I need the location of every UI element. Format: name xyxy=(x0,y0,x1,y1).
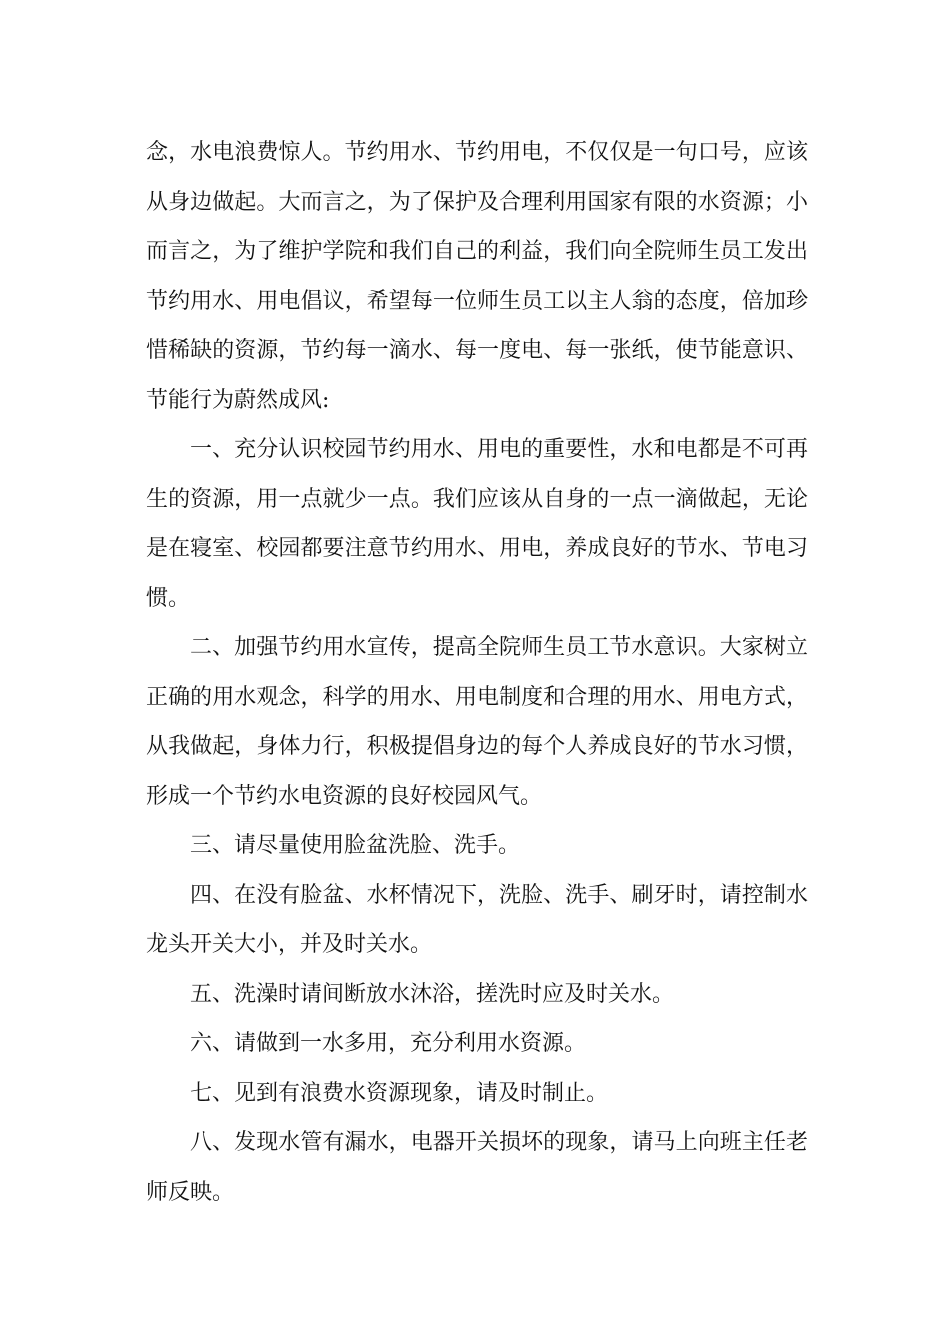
paragraph-item-3: 三、请尽量使用脸盆洗脸、洗手。 xyxy=(190,833,521,858)
paragraph-item-8: 八、发现水管有漏水，电器开关损坏的现象，请马上向班主任老师反映。 xyxy=(146,1130,808,1205)
paragraph-item-7: 七、见到有浪费水资源现象，请及时制止。 xyxy=(190,1080,609,1106)
paragraph-item-4: 四、在没有脸盆、水杯情况下，洗脸、洗手、刷牙时，请控制水龙头开关大小，并及时关水。 xyxy=(146,882,808,957)
document-body xyxy=(146,128,808,1217)
paragraph-intro-continued: 念，水电浪费惊人。节约用水、节约用电，不仅仅是一句口号，应该从身边做起。大而言之，为了保护及合理利用国家有限的水资源；小而言之，为了维护学院和我们自己的利益，我们向全院师生员工发出节约用水、用电倡议，希望每一位师生员工以主人翁的态度，倍加珍惜稀缺的资源，节约每一滴水、每一度电、每一张纸，使节能意识、节能行为蔚然成风: xyxy=(146,140,808,413)
paragraph-item-5: 五、洗澡时请间断放水沐浴，搓洗时应及时关水。 xyxy=(190,981,675,1007)
paragraph-item-2: 二、加强节约用水宣传，提高全院师生员工节水意识。大家树立正确的用水观念，科学的用水、用电制度和合理的用水、用电方式，从我做起，身体力行，积极提倡身边的每个人养成良好的节水习惯，形成一个节约水电资源的良好校园风气。 xyxy=(146,635,808,809)
paragraph-item-1: 一、充分认识校园节约用水、用电的重要性，水和电都是不可再生的资源，用一点就少一点。我们应该从自身的一点一滴做起，无论是在寝室、校园都要注意节约用水、用电，养成良好的节水、节电习惯。 xyxy=(146,437,808,611)
paragraph-item-6: 六、请做到一水多用，充分利用水资源。 xyxy=(190,1031,587,1056)
